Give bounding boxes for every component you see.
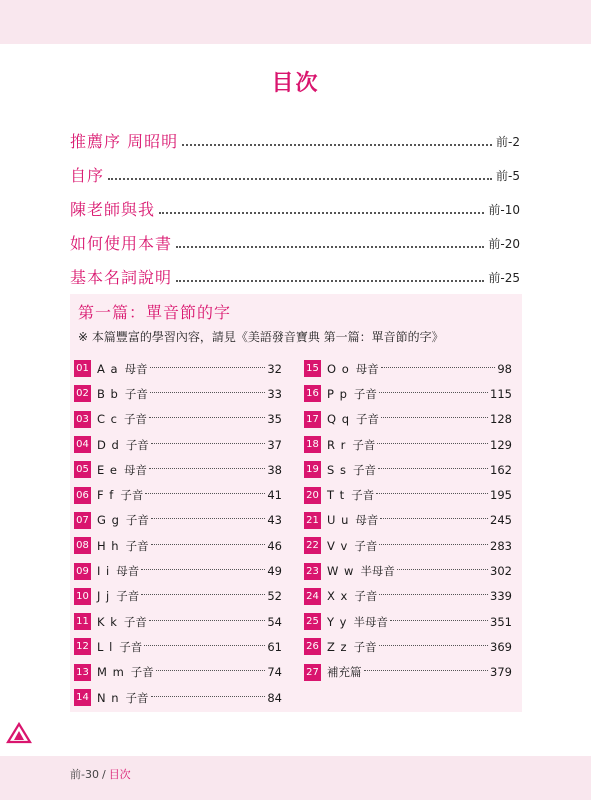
- entry-page: 245: [490, 513, 512, 528]
- toc-entry[interactable]: [74, 407, 282, 432]
- entry-letters: F f: [97, 488, 115, 503]
- entry-letters: G g: [97, 513, 120, 528]
- toc-entry[interactable]: [304, 482, 512, 507]
- toc-entry[interactable]: [304, 533, 512, 558]
- dot-leader: [141, 593, 265, 595]
- entry-kind: 子音: [125, 437, 149, 452]
- entry-kind: 子音: [125, 690, 149, 705]
- entry-page: 195: [490, 488, 512, 503]
- toc-entry[interactable]: [304, 381, 512, 406]
- entry-number-badge: 23: [304, 563, 321, 580]
- dot-leader: [150, 391, 266, 393]
- footer-label: 目次: [108, 768, 131, 781]
- entry-page: 74: [267, 665, 282, 680]
- dot-leader: [149, 467, 265, 469]
- entry-kind: 母音: [124, 462, 147, 477]
- entry-letters: U u: [327, 513, 350, 528]
- dot-leader: [182, 143, 492, 146]
- entry-number-badge: 10: [74, 588, 91, 605]
- section-box: [70, 294, 522, 712]
- entry-letters: B b: [97, 386, 119, 401]
- dot-leader: [150, 366, 266, 368]
- entry-number-badge: 21: [304, 512, 321, 529]
- entry-number-badge: 20: [304, 487, 321, 504]
- entry-number-badge: 05: [74, 461, 91, 478]
- entries-right-column: [304, 356, 512, 685]
- toc-label: 陳老師與我: [70, 200, 156, 219]
- toc-entry[interactable]: [74, 482, 282, 507]
- toc-entry[interactable]: [304, 432, 512, 457]
- entry-page: 115: [490, 386, 512, 401]
- entry-kind: 子音: [352, 462, 376, 477]
- entry-kind: 子音: [119, 639, 143, 654]
- dot-leader: [379, 593, 488, 595]
- entry-letters: Y y: [327, 614, 348, 629]
- entry-number-badge: 27: [304, 664, 321, 681]
- entry-page: 351: [490, 614, 512, 629]
- toc-label: 基本名詞說明: [70, 268, 173, 287]
- dot-leader: [397, 568, 488, 570]
- toc-entry[interactable]: [74, 634, 282, 659]
- toc-label: 推薦序 周昭明: [70, 132, 179, 151]
- toc-entry[interactable]: [304, 356, 512, 381]
- entry-kind: 母音: [116, 564, 140, 579]
- section-title: 第一篇：單音節的字: [78, 303, 232, 322]
- entry-letters: Q q: [327, 412, 351, 427]
- toc-entry[interactable]: [74, 432, 282, 457]
- entry-kind: 子音: [120, 488, 144, 503]
- entry-letters: K k: [97, 614, 118, 629]
- entry-kind: 子音: [352, 437, 376, 452]
- entry-page: 49: [267, 564, 282, 579]
- dot-leader: [381, 416, 488, 418]
- toc-row[interactable]: [70, 186, 520, 220]
- toc-label: 如何使用本書: [70, 234, 173, 253]
- entry-number-badge: 15: [304, 360, 321, 377]
- toc-label: 自序: [70, 166, 105, 185]
- entry-letters: R r: [327, 437, 347, 452]
- page-title: 目次: [271, 70, 320, 96]
- entry-letters: D d: [97, 437, 120, 452]
- entry-page: 37: [267, 437, 282, 452]
- entry-kind: 子音: [130, 665, 154, 680]
- section-note: ※ 本篇豐富的學習內容，請見《美語發音寶典 第一篇：單音節的字》: [78, 330, 444, 344]
- toc-list: [70, 118, 520, 288]
- entry-letters: A a: [97, 361, 119, 376]
- dot-leader: [144, 644, 265, 646]
- toc-page: 前-5: [496, 169, 520, 183]
- toc-page: 前-25: [488, 271, 520, 285]
- entry-page: 38: [267, 462, 282, 477]
- entry-page: 46: [267, 538, 282, 553]
- toc-entry[interactable]: [74, 533, 282, 558]
- toc-row[interactable]: [70, 152, 520, 186]
- entry-letters: P p: [327, 386, 348, 401]
- entry-letters: E e: [97, 462, 118, 477]
- dot-leader: [376, 492, 488, 494]
- toc-page: 前-20: [488, 237, 520, 251]
- entry-page: 61: [267, 639, 282, 654]
- entry-kind: 子音: [353, 386, 377, 401]
- entry-number-badge: 24: [304, 588, 321, 605]
- toc-page: 前-10: [488, 203, 520, 217]
- entry-kind: 補充篇: [327, 665, 362, 680]
- entry-number-badge: 14: [74, 689, 91, 706]
- entry-number-badge: 08: [74, 537, 91, 554]
- entry-letters: X x: [327, 589, 349, 604]
- entry-number-badge: 06: [74, 487, 91, 504]
- footer-separator: /: [101, 768, 106, 781]
- dot-leader: [381, 366, 496, 368]
- entry-page: 283: [490, 538, 512, 553]
- toc-entry[interactable]: [304, 558, 512, 583]
- dot-leader: [141, 568, 265, 570]
- top-band: [0, 0, 591, 44]
- toc-entry[interactable]: [74, 685, 282, 710]
- entry-page: 129: [490, 437, 512, 452]
- entry-page: 84: [267, 690, 282, 705]
- toc-entry[interactable]: [74, 609, 282, 634]
- entry-kind: 子音: [125, 513, 149, 528]
- entry-page: 43: [267, 513, 282, 528]
- toc-entry[interactable]: [74, 584, 282, 609]
- dot-leader: [379, 543, 488, 545]
- entry-kind: 母音: [355, 361, 379, 376]
- entry-kind: 子音: [353, 639, 377, 654]
- entry-letters: M m: [97, 665, 125, 680]
- entry-letters: Z z: [327, 639, 348, 654]
- entry-page: 54: [267, 614, 282, 629]
- entry-kind: 子音: [125, 538, 149, 553]
- entry-number-badge: 19: [304, 461, 321, 478]
- entry-kind: 子音: [124, 412, 148, 427]
- dot-leader: [151, 517, 265, 519]
- toc-entry[interactable]: [74, 660, 282, 685]
- entry-number-badge: 11: [74, 613, 91, 630]
- entry-page: 128: [490, 412, 512, 427]
- dot-leader: [149, 619, 266, 621]
- entry-page: 369: [490, 639, 512, 654]
- entry-kind: 半母音: [360, 564, 395, 579]
- dot-leader: [145, 492, 265, 494]
- toc-entry[interactable]: [74, 508, 282, 533]
- entry-page: 339: [490, 589, 512, 604]
- entry-kind: 子音: [124, 386, 148, 401]
- entry-letters: H h: [97, 538, 120, 553]
- dot-leader: [379, 391, 488, 393]
- toc-entry[interactable]: [304, 634, 512, 659]
- toc-entry[interactable]: [304, 407, 512, 432]
- dot-leader: [378, 467, 488, 469]
- dot-leader: [390, 619, 488, 621]
- toc-row[interactable]: [70, 220, 520, 254]
- entry-kind: 子音: [116, 589, 140, 604]
- toc-entry[interactable]: [304, 457, 512, 482]
- dot-leader: [380, 517, 488, 519]
- entry-page: 32: [267, 361, 282, 376]
- dot-leader: [149, 416, 265, 418]
- toc-entry[interactable]: [74, 381, 282, 406]
- dot-leader: [151, 543, 266, 545]
- entry-kind: 母音: [355, 513, 379, 528]
- dot-leader: [364, 669, 489, 671]
- dot-leader: [108, 177, 492, 180]
- entry-letters: N n: [97, 690, 120, 705]
- toc-entry[interactable]: [74, 457, 282, 482]
- publisher-logo-icon: [6, 722, 32, 744]
- entry-number-badge: 02: [74, 385, 91, 402]
- dot-leader: [377, 442, 488, 444]
- dot-leader: [151, 442, 266, 444]
- toc-entry[interactable]: [304, 609, 512, 634]
- dot-leader: [379, 644, 488, 646]
- entry-number-badge: 09: [74, 563, 91, 580]
- entry-page: 302: [490, 564, 512, 579]
- entry-number-badge: 17: [304, 411, 321, 428]
- entry-page: 33: [267, 386, 282, 401]
- entry-page: 98: [497, 361, 512, 376]
- entries-left-column: [74, 356, 282, 710]
- entry-letters: W w: [327, 564, 355, 579]
- entry-page: 52: [267, 589, 282, 604]
- dot-leader: [159, 211, 484, 214]
- entry-number-badge: 25: [304, 613, 321, 630]
- entry-letters: S s: [327, 462, 347, 477]
- entry-number-badge: 12: [74, 638, 91, 655]
- entry-letters: I i: [97, 564, 111, 579]
- toc-page: 前-2: [496, 135, 520, 149]
- entry-number-badge: 18: [304, 436, 321, 453]
- entry-page: 35: [267, 412, 282, 427]
- entry-kind: 子音: [354, 589, 378, 604]
- toc-entry[interactable]: [304, 584, 512, 609]
- dot-leader: [176, 245, 484, 248]
- dot-leader: [151, 695, 266, 697]
- entry-kind: 母音: [124, 361, 148, 376]
- toc-entry[interactable]: [304, 660, 512, 685]
- entry-number-badge: 07: [74, 512, 91, 529]
- entry-letters: J j: [97, 589, 111, 604]
- toc-entry[interactable]: [74, 356, 282, 381]
- entry-number-badge: 03: [74, 411, 91, 428]
- toc-entry[interactable]: [74, 558, 282, 583]
- entry-number-badge: 04: [74, 436, 91, 453]
- entry-letters: O o: [327, 361, 350, 376]
- dot-leader: [176, 279, 484, 282]
- dot-leader: [156, 669, 266, 671]
- toc-entry[interactable]: [304, 508, 512, 533]
- entry-number-badge: 13: [74, 664, 91, 681]
- entry-kind: 子音: [123, 614, 147, 629]
- entry-number-badge: 16: [304, 385, 321, 402]
- entry-kind: 子音: [354, 538, 378, 553]
- entry-number-badge: 01: [74, 360, 91, 377]
- entry-number-badge: 26: [304, 638, 321, 655]
- toc-row[interactable]: [70, 118, 520, 152]
- entry-page: 162: [490, 462, 512, 477]
- entry-page: 41: [267, 488, 282, 503]
- entry-letters: L l: [97, 639, 114, 654]
- entry-page: 379: [490, 665, 512, 680]
- entry-kind: 半母音: [353, 614, 388, 629]
- footer-page-number: 前-30: [70, 768, 99, 781]
- entry-letters: T t: [327, 488, 346, 503]
- entry-number-badge: 22: [304, 537, 321, 554]
- entry-letters: V v: [327, 538, 349, 553]
- toc-row[interactable]: [70, 254, 520, 288]
- entry-letters: C c: [97, 412, 119, 427]
- page-footer: [70, 766, 131, 782]
- entry-kind: 子音: [356, 412, 380, 427]
- entry-kind: 子音: [351, 488, 375, 503]
